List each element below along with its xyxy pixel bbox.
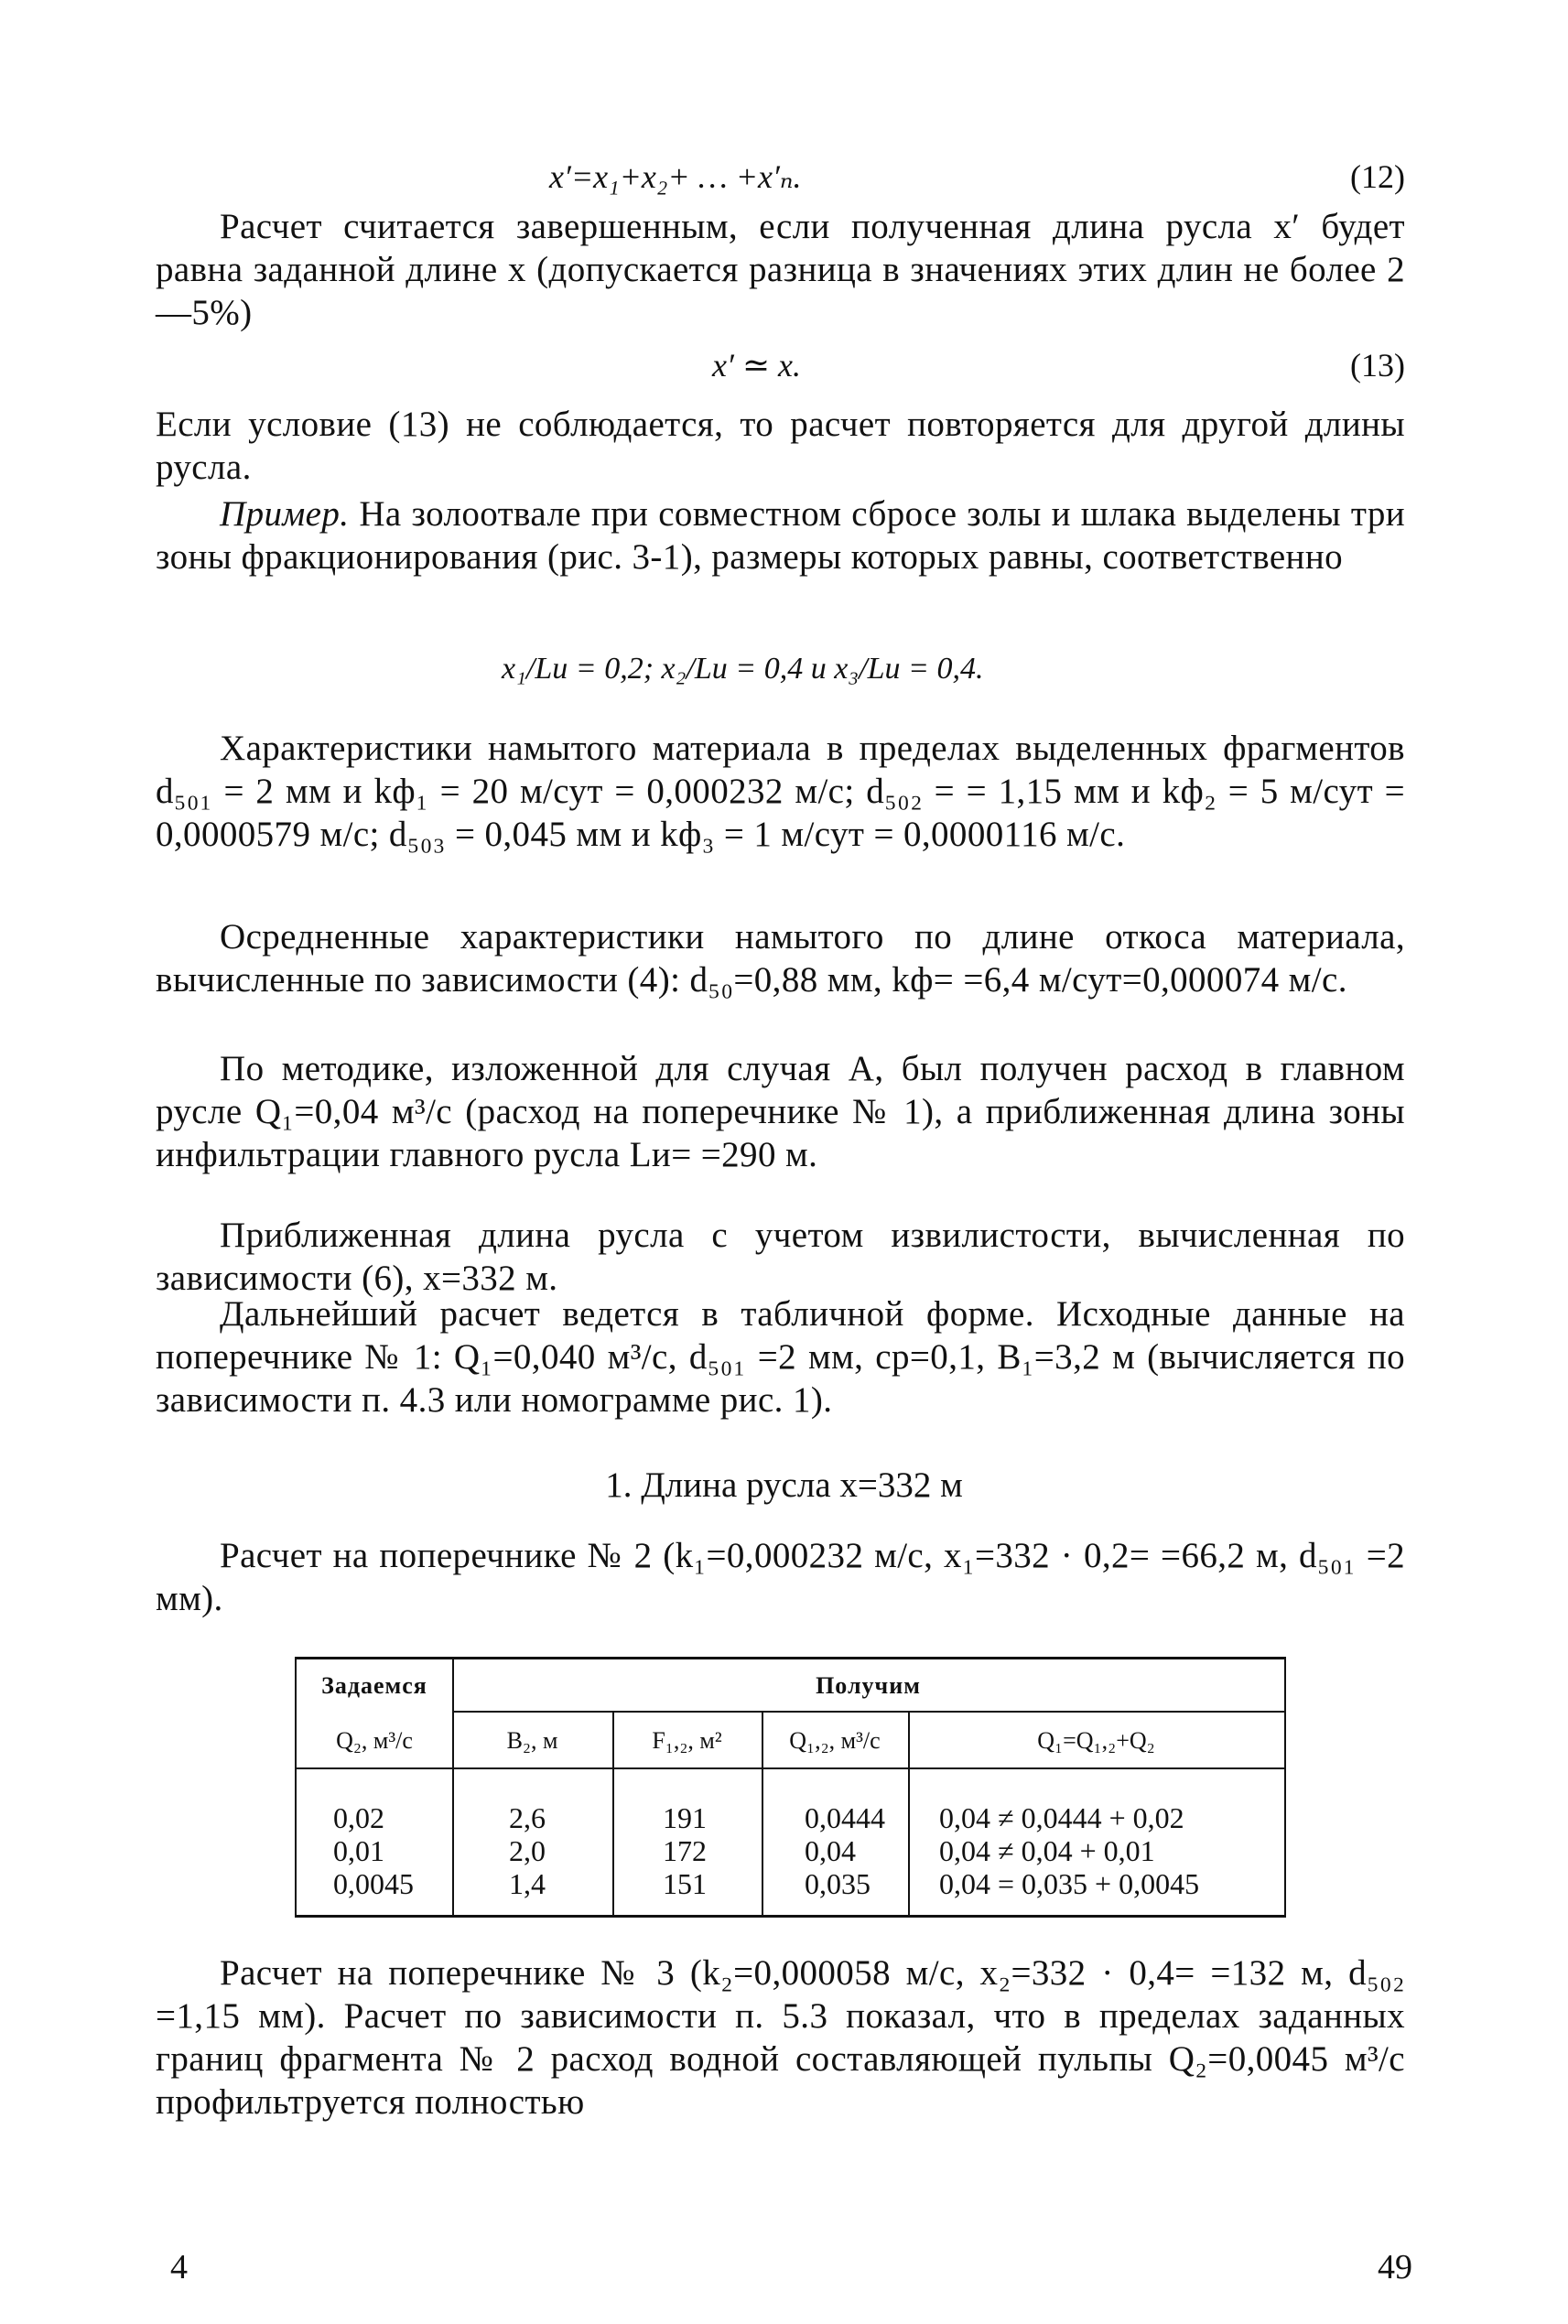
- page-number: 49: [1378, 2248, 1412, 2286]
- paragraph: [156, 403, 1405, 489]
- section-heading: 1. Длина русла x=332 м: [605, 1465, 963, 1505]
- table-divider: [762, 1767, 763, 1915]
- example-lead: Пример.: [220, 494, 350, 534]
- table-column-header: Q₂, м³/с: [336, 1727, 413, 1754]
- table-column-header: B₂, м: [506, 1727, 558, 1754]
- paragraph: [156, 492, 1405, 578]
- paragraph: [156, 1534, 1405, 1620]
- table-column-values: 0,02 0,01 0,0045: [333, 1801, 414, 1900]
- table-header-get: Получим: [816, 1672, 921, 1699]
- ratios-equation: x₁/Lи = 0,2; x₂/Lи = 0,4 и x₃/Lи = 0,4.: [502, 652, 984, 686]
- example-text: На золоотвале при совместном сбросе золы и шлака выделены три зоны фракционирования (рис. 3-1), размеры которых равны, соответственно: [156, 494, 1405, 577]
- paragraph: [156, 205, 1405, 334]
- paragraph-text: Дальнейший расчет ведется в табличной форме. Исходные данные на поперечнике № 1: Q₁=0,040 м³/с, d₅₀₁ =2 мм, cр=0,1, B₁=3,2 м (вычисляется по зависимости п. 4.3 или номограмме рис. 1).: [156, 1294, 1405, 1420]
- table-divider: [908, 1767, 910, 1915]
- paragraph-text: [156, 492, 1405, 578]
- equation-13: x′ ≃ x.: [712, 347, 801, 384]
- paragraph-text: Расчет считается завершенным, если полученная длина русла x′ будет равна заданной длине x (допускается разница в значениях этих длин не более 2—5%): [156, 207, 1405, 332]
- paragraph-text: Расчет на поперечнике № 3 (k₂=0,000058 м/с, x₂=332 · 0,4= =132 м, d₅₀₂ =1,15 мм). Расчет по зависимости п. 5.3 показал, что в пределах заданных границ фрагмента № 2 расход водной составляющей пульпы Q₂=0,0045 м³/с профильтруется полностью: [156, 1953, 1405, 2122]
- paragraph: [156, 727, 1405, 856]
- paragraph-text: Расчет на поперечнике № 2 (k₁=0,000232 м/с, x₁=332 · 0,2= =66,2 м, d₅₀₁ =2 мм).: [156, 1536, 1405, 1618]
- table-column-values: 0,04 ≠ 0,0444 + 0,02 0,04 ≠ 0,04 + 0,01 0,04 = 0,035 + 0,0045: [939, 1801, 1200, 1900]
- results-table: [295, 1657, 1286, 1918]
- equation-12: x′=x₁+x₂+ … +x′ₙ.: [549, 158, 802, 195]
- paragraph: [156, 1292, 1405, 1421]
- table-divider: [452, 1711, 1284, 1713]
- paragraph-text: Характеристики намытого материала в пределах выделенных фрагментов d₅₀₁ = 2 мм и kф₁ = 20 м/сут = 0,000232 м/с; d₅₀₂ = = 1,15 мм и kф₂ = 5 м/сут = 0,0000579 м/с; d₅₀₃ = 0,045 мм и kф₃ = 1 м/сут = 0,0000116 м/с.: [156, 729, 1405, 854]
- table-column-values: 0,0444 0,04 0,035: [805, 1801, 885, 1900]
- table-column-header: Q₁=Q₁,₂+Q₂: [1037, 1727, 1155, 1754]
- paragraph-text: По методике, изложенной для случая А, был получен расход в главном русле Q₁=0,04 м³/с (расход на поперечнике № 1), а приближенная длина зоны инфильтрации главного русла Lи= =290 м.: [156, 1049, 1405, 1174]
- signature-mark: 4: [170, 2248, 188, 2286]
- table-column-header: Q₁,₂, м³/с: [789, 1727, 881, 1754]
- paragraph-text: Если условие (13) не соблюдается, то расчет повторяется для другой длины русла.: [156, 405, 1405, 487]
- table-column-values: 2,6 2,0 1,4: [509, 1801, 546, 1900]
- table-column-values: 191 172 151: [663, 1801, 707, 1900]
- paragraph-text: Приближенная длина русла с учетом извилистости, вычисленная по зависимости (6), x=332 м.: [156, 1216, 1405, 1298]
- table-divider: [612, 1767, 614, 1915]
- paragraph: [156, 1951, 1405, 2124]
- equation-12-number: (12): [1350, 158, 1405, 195]
- paragraph-text: Осредненные характеристики намытого по длине откоса материала, вычисленные по зависимости (4): d₅₀=0,88 мм, kф= =6,4 м/сут=0,000074 м/с.: [156, 917, 1405, 1000]
- paragraph: [156, 1214, 1405, 1300]
- paragraph: [156, 1047, 1405, 1176]
- table-divider: [297, 1767, 1284, 1769]
- equation-13-number: (13): [1350, 347, 1405, 384]
- table-header-given: Задаемся: [321, 1672, 427, 1699]
- table-column-header: F₁,₂, м²: [652, 1727, 722, 1754]
- paragraph: [156, 915, 1405, 1001]
